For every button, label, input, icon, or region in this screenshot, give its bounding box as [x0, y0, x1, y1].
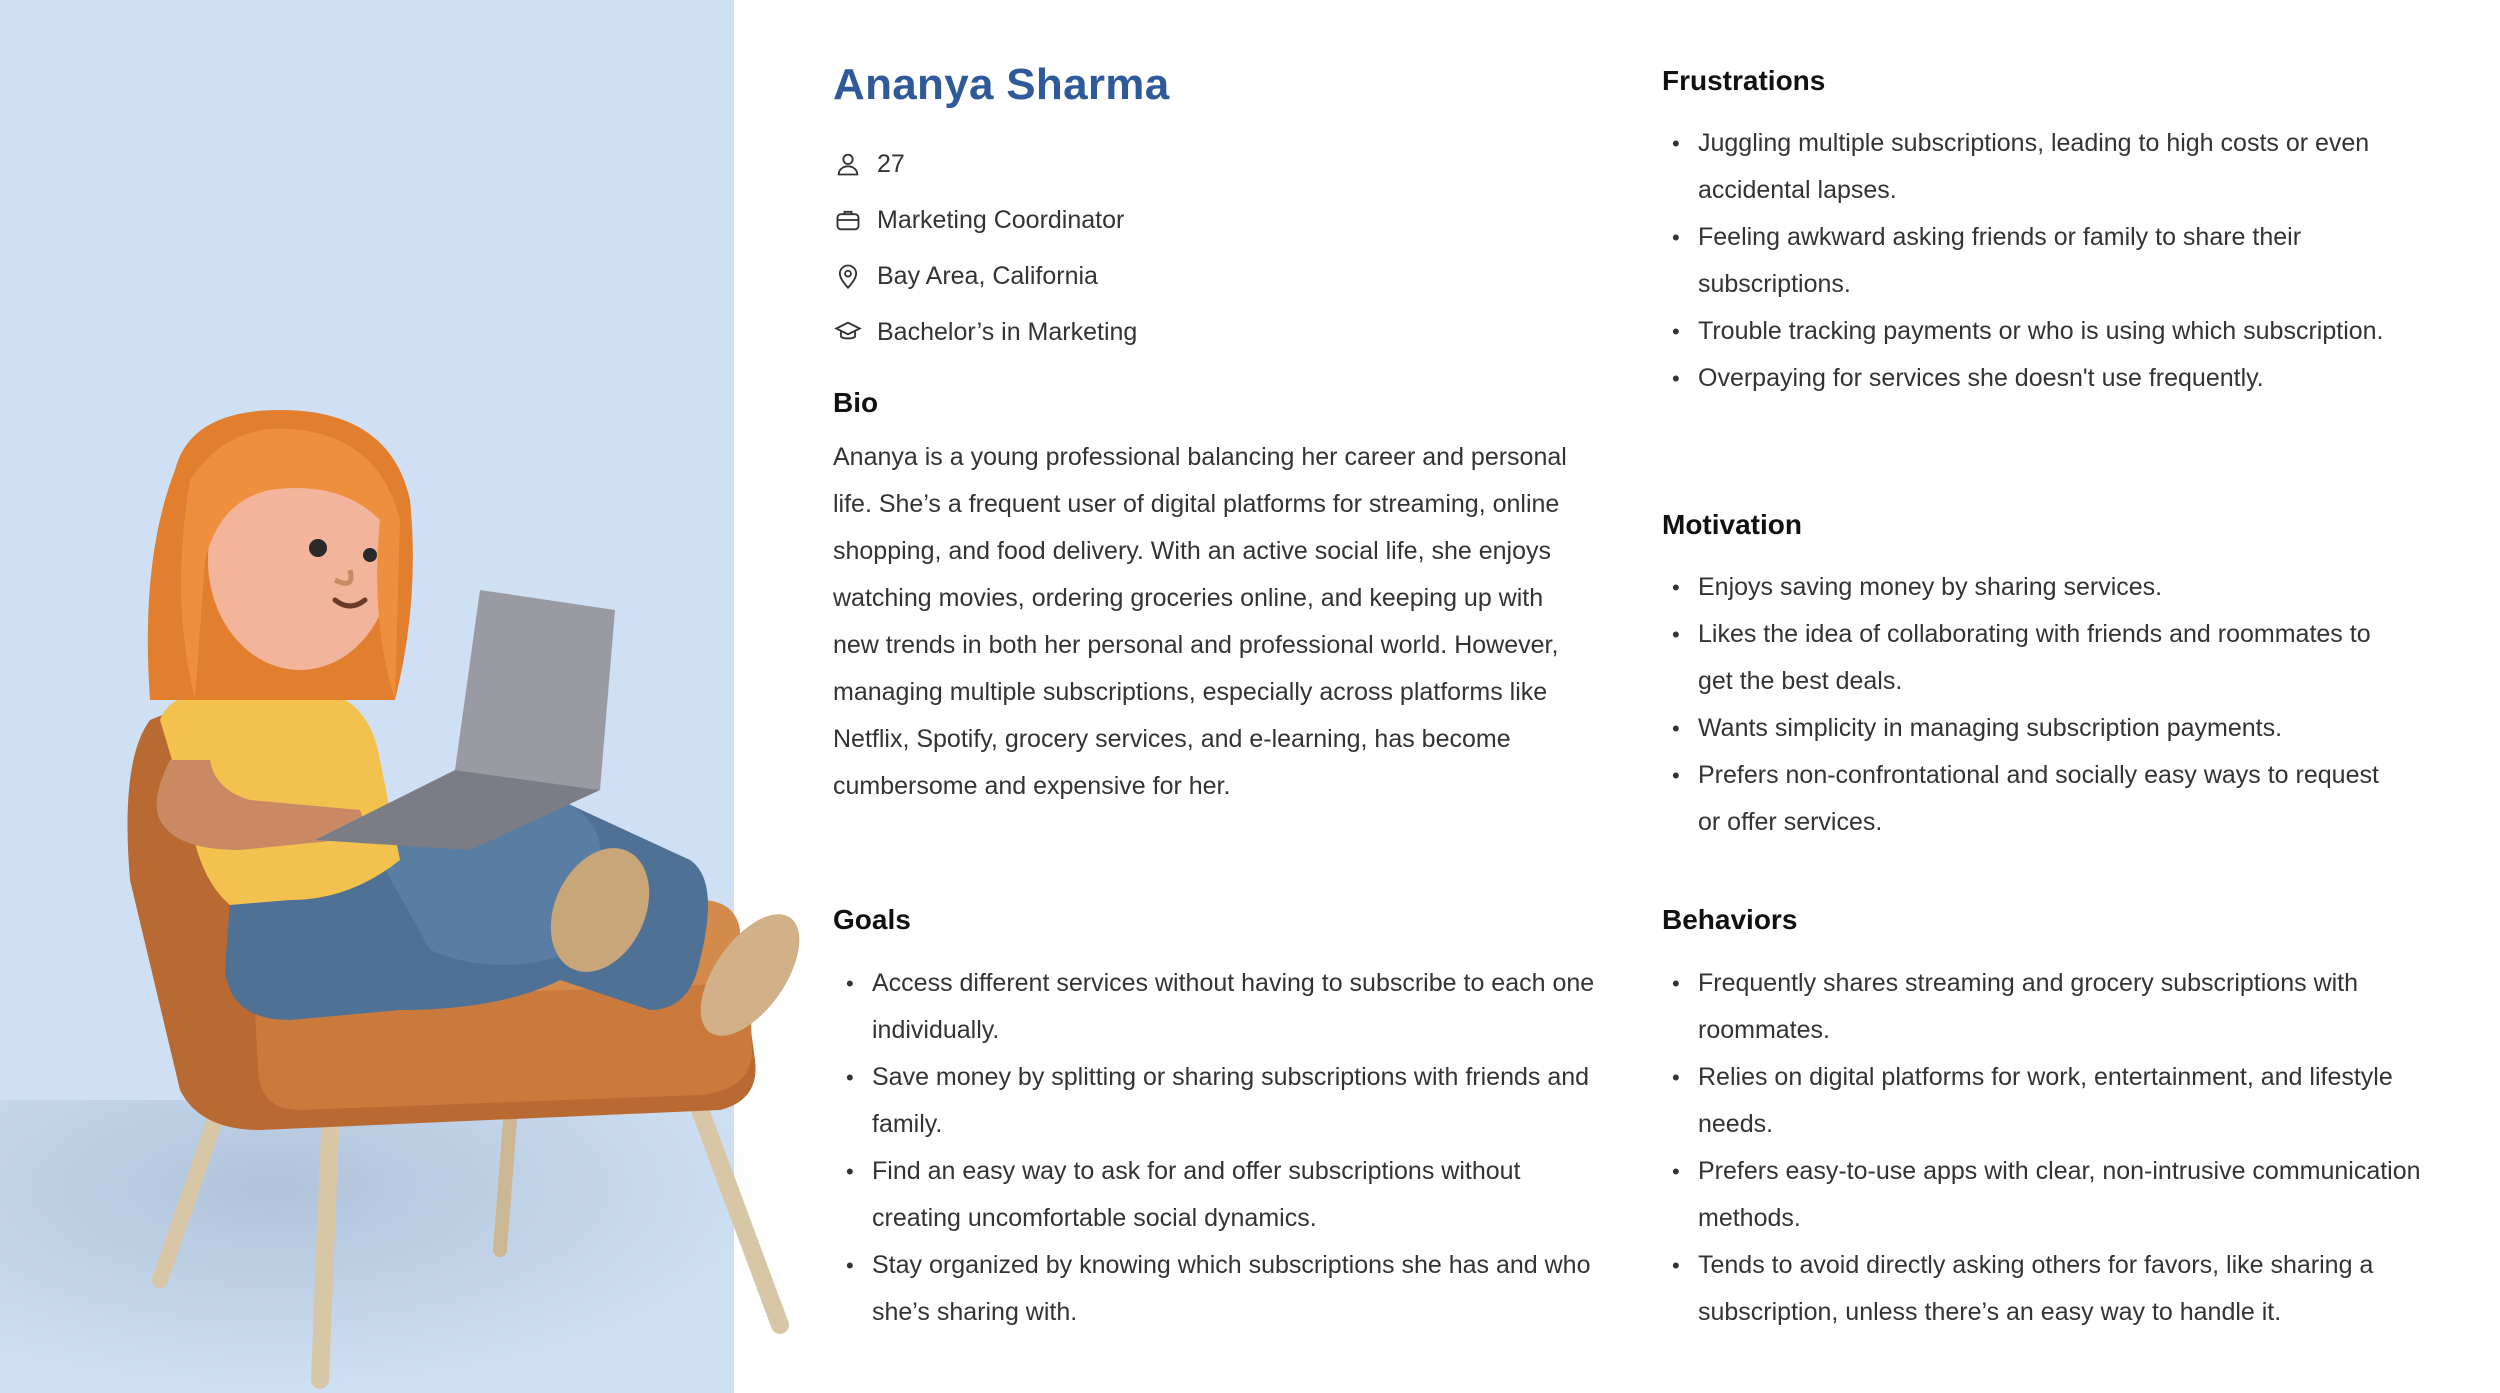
list-item: • Access different services without having to subscribe to each one individually.: [837, 960, 1597, 1054]
occupation-value: Marketing Coordinator: [877, 205, 1125, 234]
age-value: 27: [877, 149, 905, 178]
education-value: Bachelor’s in Marketing: [877, 317, 1138, 346]
laptop-screen: [455, 590, 615, 790]
list-item: • Save money by splitting or sharing subscriptions with friends and family.: [837, 1054, 1597, 1148]
list-item: • Stay organized by knowing which subscriptions she has and who she’s sharing with.: [837, 1242, 1597, 1336]
list-item: • Feeling awkward asking friends or family to share their subscriptions.: [1663, 214, 2393, 308]
person-icon: [833, 149, 863, 179]
chair-legs: [160, 1110, 780, 1380]
motivation-heading: Motivation: [1662, 509, 1802, 540]
behaviors-list: [1663, 960, 2423, 1336]
persona-name: Ananya Sharma: [833, 60, 1170, 109]
briefcase-icon: [833, 205, 863, 235]
persona-illustration: [0, 0, 820, 1393]
info-age: [833, 136, 1137, 192]
list-item: • Find an easy way to ask for and offer subscriptions without creating uncomfortable social dynamics.: [837, 1148, 1597, 1242]
motivation-list: [1663, 564, 2403, 846]
graduation-cap-icon: [833, 317, 863, 347]
bio-heading: Bio: [833, 387, 879, 418]
list-item: • Prefers non-confrontational and socially easy ways to request or offer services.: [1663, 752, 2403, 846]
info-education: [833, 304, 1137, 360]
list-item: • Relies on digital platforms for work, entertainment, and lifestyle needs.: [1663, 1054, 2423, 1148]
list-item: • Likes the idea of collaborating with friends and roommates to get the best deals.: [1663, 611, 2403, 705]
behaviors-heading: Behaviors: [1662, 904, 1798, 935]
frustrations-heading: Frustrations: [1662, 65, 1826, 96]
list-item: • Overpaying for services she doesn't use frequently.: [1663, 355, 2393, 402]
goals-list: [837, 960, 1597, 1336]
list-item: • Trouble tracking payments or who is using which subscription.: [1663, 308, 2393, 355]
persona-info: [833, 136, 1137, 360]
bio-text: Ananya is a young professional balancing her career and personal life. She’s a frequent user of digital platforms for streaming, online shopping, and food delivery. With an active social life, she enjoys watching movies, ordering groceries online, and keeping up with new trends in both her personal and professional world. However, managing multiple subscriptions, especially across platforms like Netflix, Spotify, grocery services, and e-learning, has become cumbersome and expensive for her.: [833, 443, 1567, 800]
list-item: • Wants simplicity in managing subscription payments.: [1663, 705, 2403, 752]
info-occupation: [833, 192, 1137, 248]
list-item: • Tends to avoid directly asking others for favors, like sharing a subscription, unless there’s an easy way to handle it.: [1663, 1242, 2423, 1336]
list-item: • Enjoys saving money by sharing services.: [1663, 564, 2403, 611]
list-item: • Juggling multiple subscriptions, leading to high costs or even accidental lapses.: [1663, 120, 2393, 214]
goals-heading: Goals: [833, 904, 911, 935]
list-item: • Prefers easy-to-use apps with clear, non-intrusive communication methods.: [1663, 1148, 2423, 1242]
frustrations-list: [1663, 120, 2393, 402]
map-pin-icon: [833, 261, 863, 291]
list-item: • Frequently shares streaming and grocery subscriptions with roommates.: [1663, 960, 2423, 1054]
location-value: Bay Area, California: [877, 261, 1098, 290]
info-location: [833, 248, 1137, 304]
